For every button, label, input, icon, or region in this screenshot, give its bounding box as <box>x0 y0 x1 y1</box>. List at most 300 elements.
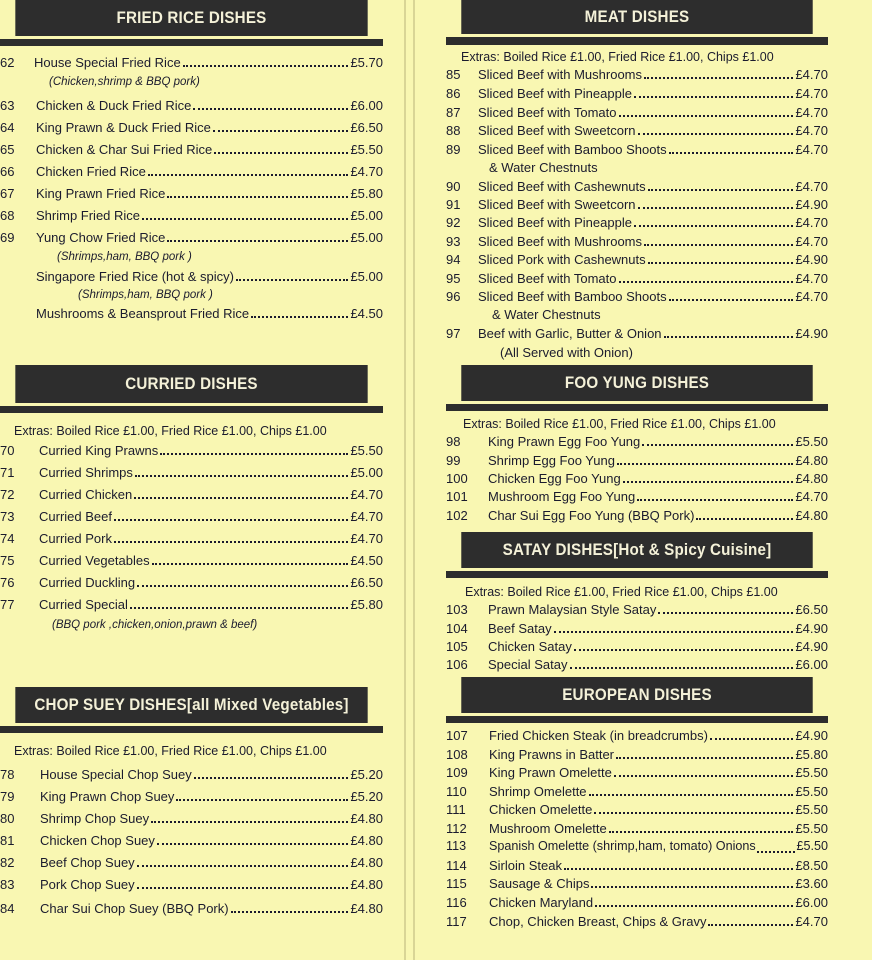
section-title: FOO YUNG DISHES <box>564 373 710 392</box>
leader-dots <box>648 262 794 264</box>
item-number: 117 <box>446 914 467 929</box>
item-subtitle: & Water Chestnuts <box>489 160 598 175</box>
item-price: £6.00 <box>795 895 828 910</box>
leader-dots <box>137 585 348 587</box>
leader-dots <box>616 757 793 759</box>
item-price: £5.00 <box>350 208 383 223</box>
leader-dots <box>564 868 793 870</box>
item-price: £5.80 <box>350 597 383 612</box>
leader-dots <box>619 115 794 117</box>
item-subtitle: & Water Chestnuts <box>492 307 601 322</box>
item-number: 85 <box>446 67 461 82</box>
item-name: Sliced Beef with Sweetcorn <box>478 197 636 212</box>
item-number: 76 <box>0 575 15 590</box>
item-number: 92 <box>446 215 461 230</box>
item-name: Curried Special <box>39 597 128 612</box>
item-number: 84 <box>0 901 15 916</box>
item-number: 105 <box>446 639 468 654</box>
menu-item <box>0 553 383 568</box>
leader-dots <box>642 444 793 446</box>
header-rule <box>446 716 828 723</box>
item-name: Chicken Chop Suey <box>40 833 155 848</box>
item-name: Curried Chicken <box>39 487 133 502</box>
menu-item <box>0 767 383 782</box>
section-header <box>15 687 367 723</box>
item-price: £5.50 <box>795 784 828 799</box>
item-price: £4.70 <box>795 489 828 504</box>
extras-note: Extras: Boiled Rice £1.00, Fried Rice £1.00, Chips £1.00 <box>461 50 774 64</box>
menu-item <box>0 901 383 916</box>
item-number: 97 <box>446 326 461 341</box>
item-name: Mushroom Egg Foo Yung <box>488 489 636 504</box>
item-price: £4.70 <box>795 105 828 120</box>
menu-item <box>446 67 828 82</box>
item-number: 77 <box>0 597 15 612</box>
item-number: 71 <box>0 465 15 480</box>
item-name: Chicken Satay <box>488 639 572 654</box>
leader-dots <box>176 799 348 801</box>
menu-item <box>0 487 383 502</box>
leader-dots <box>617 463 794 465</box>
item-name: Chicken Omelette <box>489 802 593 817</box>
item-price: £4.80 <box>350 877 383 892</box>
item-price: £5.70 <box>350 55 383 70</box>
item-name: King Prawn Egg Foo Yung <box>488 434 641 449</box>
menu-item <box>446 271 828 286</box>
leader-dots <box>236 279 348 281</box>
item-price: £5.00 <box>350 230 383 245</box>
item-name: Singapore Fried Rice (hot & spicy) <box>36 269 234 284</box>
item-price: £4.80 <box>795 453 828 468</box>
leader-dots <box>710 738 794 740</box>
leader-dots <box>194 777 349 779</box>
item-price: £5.50 <box>350 142 383 157</box>
item-number: 74 <box>0 531 15 546</box>
extras-note: Extras: Boiled Rice £1.00, Fried Rice £1.00, Chips £1.00 <box>465 585 778 599</box>
menu-item <box>446 602 828 617</box>
item-name: Char Sui Chop Suey (BBQ Pork) <box>40 901 229 916</box>
item-number: 75 <box>0 553 15 568</box>
item-name: Fried Chicken Steak (in breadcrumbs) <box>489 728 708 743</box>
menu-item <box>446 621 828 636</box>
menu-item <box>446 489 828 504</box>
item-name: Shrimp Omelette <box>489 784 587 799</box>
section-title: CURRIED DISHES <box>125 374 258 393</box>
item-price: £4.70 <box>795 67 828 82</box>
section-header <box>15 0 367 36</box>
item-name: House Special Fried Rice <box>34 55 181 70</box>
item-price: £4.70 <box>350 509 383 524</box>
item-name: King Prawn Omelette <box>489 765 612 780</box>
item-price: £4.70 <box>795 86 828 101</box>
item-number: 93 <box>446 234 461 249</box>
item-price: £4.90 <box>795 621 828 636</box>
leader-dots <box>167 196 348 198</box>
item-name: Sliced Beef with Mushrooms <box>478 234 643 249</box>
menu-item <box>0 164 383 179</box>
item-name: Curried King Prawns <box>39 443 159 458</box>
item-note: (Shrimps,ham, BBQ pork ) <box>57 251 192 263</box>
leader-dots <box>648 189 794 191</box>
menu-item <box>446 142 828 157</box>
item-number: 111 <box>446 802 466 817</box>
item-name: Curried Beef <box>39 509 112 524</box>
menu-item <box>0 531 383 546</box>
item-price: £5.80 <box>350 186 383 201</box>
item-name: Spanish Omelette (shrimp,ham, tomato) Onions <box>489 839 756 853</box>
item-price: £4.70 <box>795 123 828 138</box>
item-price: £5.00 <box>350 269 383 284</box>
item-subtitle: (All Served with Onion) <box>500 345 633 360</box>
menu-item <box>446 234 828 249</box>
leader-dots <box>114 541 348 543</box>
item-name: Sliced Beef with Tomato <box>478 271 617 286</box>
item-price: £4.70 <box>795 142 828 157</box>
leader-dots <box>137 887 349 889</box>
item-number: 73 <box>0 509 15 524</box>
item-price: £6.50 <box>795 602 828 617</box>
section-title: FRIED RICE DISHES <box>116 8 267 27</box>
menu-item <box>446 105 828 120</box>
leader-dots <box>114 519 348 521</box>
item-price: £4.70 <box>350 487 383 502</box>
item-price: £4.50 <box>350 306 383 321</box>
leader-dots <box>231 911 349 913</box>
item-number: 82 <box>0 855 15 870</box>
item-price: £4.90 <box>795 197 828 212</box>
item-price: £4.80 <box>350 833 383 848</box>
extras-note: Extras: Boiled Rice £1.00, Fried Rice £1.00, Chips £1.00 <box>463 417 776 431</box>
item-name: Shrimp Egg Foo Yung <box>488 453 615 468</box>
menu-item <box>0 208 383 223</box>
leader-dots <box>637 499 793 501</box>
header-rule <box>0 726 383 733</box>
item-price: £5.50 <box>795 821 828 836</box>
leader-dots <box>644 77 793 79</box>
menu-item <box>446 289 828 304</box>
menu-item <box>446 821 828 836</box>
item-number: 104 <box>446 621 468 636</box>
foo-yung-section <box>446 365 828 411</box>
item-price: £5.80 <box>795 747 828 762</box>
item-price: £4.90 <box>795 639 828 654</box>
item-number: 62 <box>0 55 15 70</box>
item-name: Sliced Beef with Bamboo Shoots <box>478 142 667 157</box>
section-header <box>461 365 812 401</box>
item-number: 109 <box>446 765 468 780</box>
item-number: 101 <box>446 489 468 504</box>
item-number: 98 <box>446 434 461 449</box>
item-price: £4.90 <box>795 728 828 743</box>
item-number: 114 <box>446 858 467 873</box>
item-name: Sliced Beef with Bamboo Shoots <box>478 289 667 304</box>
item-number: 78 <box>0 767 15 782</box>
item-note: (Shrimps,ham, BBQ pork ) <box>78 289 213 301</box>
item-number: 64 <box>0 120 15 135</box>
item-name: Sliced Beef with Sweetcorn <box>478 123 636 138</box>
item-price: £4.70 <box>350 164 383 179</box>
menu-item <box>446 657 828 672</box>
item-price: £4.70 <box>795 215 828 230</box>
item-name: Mushroom Omelette <box>489 821 607 836</box>
header-rule <box>0 406 383 413</box>
leader-dots <box>609 831 794 833</box>
item-price: £6.00 <box>350 98 383 113</box>
leader-dots <box>658 612 793 614</box>
item-name: Chop, Chicken Breast, Chips & Gravy <box>489 914 707 929</box>
item-number: 96 <box>446 289 461 304</box>
leader-dots <box>757 851 796 853</box>
item-name: Chicken & Duck Fried Rice <box>36 98 192 113</box>
leader-dots <box>160 453 348 455</box>
leader-dots <box>634 225 794 227</box>
leader-dots <box>193 108 348 110</box>
item-name: King Prawns in Batter <box>489 747 615 762</box>
satay-section <box>446 532 828 578</box>
leader-dots <box>638 133 794 135</box>
leader-dots <box>595 905 793 907</box>
item-number: 90 <box>446 179 461 194</box>
menu-item <box>0 230 383 245</box>
item-price: £6.50 <box>350 120 383 135</box>
item-name: Sirloin Steak <box>489 858 562 873</box>
item-price: £4.70 <box>795 234 828 249</box>
menu-item <box>0 509 383 524</box>
section-title: MEAT DISHES <box>584 7 690 26</box>
item-name: Chicken Maryland <box>489 895 594 910</box>
menu-item <box>446 784 828 799</box>
item-price: £5.20 <box>350 767 383 782</box>
item-name: Yung Chow Fried Rice <box>36 230 166 245</box>
item-name: Sliced Beef with Pineapple <box>478 86 632 101</box>
leader-dots <box>214 152 348 154</box>
item-name: Chicken Egg Foo Yung <box>488 471 621 486</box>
menu-item <box>446 876 828 891</box>
item-name: Curried Vegetables <box>39 553 150 568</box>
item-price: £5.00 <box>350 465 383 480</box>
leader-dots <box>634 96 794 98</box>
leader-dots <box>623 481 794 483</box>
menu-item <box>0 443 383 458</box>
item-name: Sliced Beef with Pineapple <box>478 215 632 230</box>
item-price: £4.90 <box>795 252 828 267</box>
menu-item <box>446 326 828 341</box>
leader-dots <box>157 843 349 845</box>
item-number: 102 <box>446 508 468 523</box>
menu-item <box>0 465 383 480</box>
menu-item <box>446 215 828 230</box>
item-number: 86 <box>446 86 461 101</box>
item-number: 79 <box>0 789 15 804</box>
menu-item <box>446 839 828 853</box>
chop-suey-section <box>0 687 383 733</box>
menu-item <box>446 728 828 743</box>
item-name: Sliced Beef with Cashewnuts <box>478 179 646 194</box>
menu-item <box>446 434 828 449</box>
menu-item <box>0 877 383 892</box>
item-number: 88 <box>446 123 461 138</box>
item-price: £4.70 <box>795 914 828 929</box>
menu-item <box>0 855 383 870</box>
item-name: Shrimp Chop Suey <box>40 811 150 826</box>
section-title: SATAY DISHES[Hot & Spicy Cuisine] <box>502 540 772 559</box>
item-name: Curried Duckling <box>39 575 136 590</box>
leader-dots <box>137 865 349 867</box>
leader-dots <box>134 497 348 499</box>
item-name: Shrimp Fried Rice <box>36 208 141 223</box>
item-number: 107 <box>446 728 468 743</box>
menu-item <box>446 639 828 654</box>
item-name: Char Sui Egg Foo Yung (BBQ Pork) <box>488 508 695 523</box>
menu-item <box>0 811 383 826</box>
item-price: £5.20 <box>350 789 383 804</box>
leader-dots <box>148 174 349 176</box>
item-name: Beef Chop Suey <box>40 855 135 870</box>
leader-dots <box>142 218 348 220</box>
item-price: £4.80 <box>350 901 383 916</box>
item-name: Chicken Fried Rice <box>36 164 146 179</box>
item-number: 113 <box>446 839 467 853</box>
leader-dots <box>135 475 349 477</box>
header-rule <box>446 571 828 578</box>
menu-item <box>446 86 828 101</box>
leader-dots <box>591 886 793 888</box>
menu-item <box>446 802 828 817</box>
leader-dots <box>664 336 794 338</box>
menu-item <box>0 269 383 284</box>
leader-dots <box>644 244 793 246</box>
header-rule <box>446 37 828 45</box>
item-number: 65 <box>0 142 15 157</box>
item-price: £5.50 <box>350 443 383 458</box>
item-number: 112 <box>446 821 467 836</box>
item-name: Sliced Beef with Tomato <box>478 105 617 120</box>
leader-dots <box>151 821 348 823</box>
leader-dots <box>554 631 794 633</box>
leader-dots <box>619 281 794 283</box>
item-number: 116 <box>446 895 467 910</box>
menu-item <box>0 306 383 321</box>
item-number: 80 <box>0 811 15 826</box>
leader-dots <box>152 563 349 565</box>
item-name: King Prawn Fried Rice <box>36 186 166 201</box>
item-name: King Prawn Chop Suey <box>40 789 175 804</box>
item-number: 100 <box>446 471 468 486</box>
section-header <box>461 0 812 34</box>
menu-item <box>0 186 383 201</box>
item-price: £3.60 <box>795 876 828 891</box>
item-price: £4.80 <box>795 508 828 523</box>
menu-item <box>0 142 383 157</box>
menu-item <box>0 789 383 804</box>
item-number: 106 <box>446 657 468 672</box>
menu-item <box>446 179 828 194</box>
curried-section <box>0 365 383 413</box>
item-price: £4.80 <box>350 811 383 826</box>
item-note: (Chicken,shrimp & BBQ pork) <box>49 76 200 88</box>
header-rule <box>446 404 828 411</box>
extras-note: Extras: Boiled Rice £1.00, Fried Rice £1.00, Chips £1.00 <box>14 424 327 438</box>
page-fold <box>404 0 406 960</box>
item-number: 103 <box>446 602 468 617</box>
item-name: Special Satay <box>488 657 568 672</box>
menu-item <box>446 471 828 486</box>
item-name: Sausage & Chips <box>489 876 590 891</box>
leader-dots <box>669 299 794 301</box>
menu-item <box>0 120 383 135</box>
item-number: 110 <box>446 784 467 799</box>
menu-item <box>0 833 383 848</box>
item-number: 91 <box>446 197 461 212</box>
item-number: 87 <box>446 105 461 120</box>
leader-dots <box>589 794 794 796</box>
section-title: EUROPEAN DISHES <box>562 685 712 704</box>
item-name: Beef Satay <box>488 621 552 636</box>
leader-dots <box>251 316 348 318</box>
item-number: 81 <box>0 833 15 848</box>
menu-item <box>446 747 828 762</box>
meat-section <box>446 0 828 45</box>
menu-item <box>0 55 383 70</box>
item-name: Beef with Garlic, Butter & Onion <box>478 326 662 341</box>
page-fold <box>413 0 415 960</box>
fried-rice-section <box>0 0 383 46</box>
item-note: (BBQ pork ,chicken,onion,prawn & beef) <box>52 619 258 631</box>
menu-item <box>446 123 828 138</box>
menu-item <box>446 453 828 468</box>
item-price: £4.70 <box>795 289 828 304</box>
section-header <box>461 532 812 568</box>
item-name: Sliced Beef with Mushrooms <box>478 67 643 82</box>
menu-item <box>446 765 828 780</box>
leader-dots <box>213 130 349 132</box>
item-price: £4.50 <box>350 553 383 568</box>
header-rule <box>0 39 383 46</box>
item-price: £8.50 <box>795 858 828 873</box>
section-title: CHOP SUEY DISHES[all Mixed Vegetables] <box>34 695 349 714</box>
leader-dots <box>614 775 794 777</box>
item-number: 63 <box>0 98 15 113</box>
item-name: King Prawn & Duck Fried Rice <box>36 120 211 135</box>
menu-item <box>0 575 383 590</box>
item-price: £5.50 <box>795 765 828 780</box>
leader-dots <box>130 607 349 609</box>
item-number: 67 <box>0 186 15 201</box>
leader-dots <box>570 667 794 669</box>
leader-dots <box>708 924 793 926</box>
item-price: £4.70 <box>795 179 828 194</box>
item-number: 66 <box>0 164 15 179</box>
leader-dots <box>574 649 794 651</box>
item-name: Chicken & Char Sui Fried Rice <box>36 142 213 157</box>
item-price: £4.80 <box>795 471 828 486</box>
section-header <box>15 365 367 403</box>
item-number: 108 <box>446 747 468 762</box>
menu-item <box>446 914 828 929</box>
item-name: Sliced Pork with Cashewnuts <box>478 252 646 267</box>
item-price: £4.90 <box>795 326 828 341</box>
menu-item <box>446 895 828 910</box>
extras-note: Extras: Boiled Rice £1.00, Fried Rice £1.00, Chips £1.00 <box>14 744 327 758</box>
item-number: 89 <box>446 142 461 157</box>
item-price: £5.50 <box>796 839 828 853</box>
leader-dots <box>638 207 794 209</box>
item-name: Curried Shrimps <box>39 465 133 480</box>
menu-item <box>446 197 828 212</box>
menu-item <box>0 597 383 612</box>
item-number: 70 <box>0 443 15 458</box>
leader-dots <box>183 65 349 67</box>
